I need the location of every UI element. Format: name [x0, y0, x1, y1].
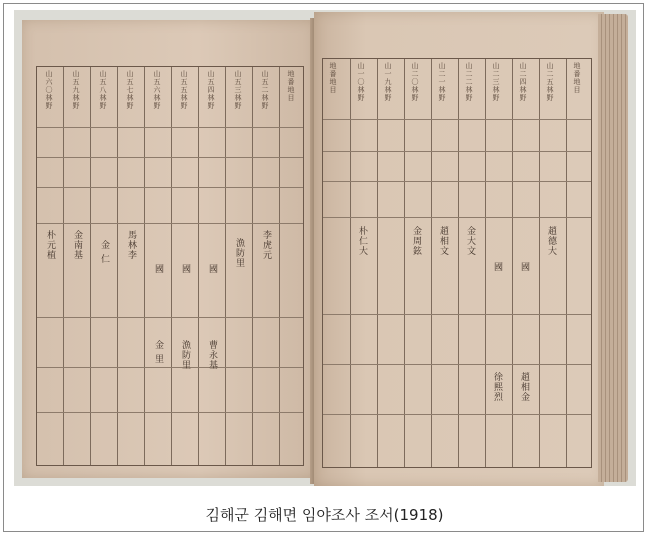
- left-header-3: 山五八林野: [99, 70, 107, 110]
- document-frame: [3, 3, 644, 532]
- left-seal-3: 國: [207, 264, 217, 274]
- right-seal-1: 國: [492, 262, 502, 272]
- left-header-1: 山六〇林野: [45, 70, 53, 110]
- right-header-10: 地番地目: [573, 62, 581, 94]
- left-note-4: 曹永基: [207, 340, 217, 370]
- right-header-5: 山二一林野: [438, 62, 446, 102]
- left-header-7: 山五四林野: [207, 70, 215, 110]
- left-header-9: 山五二林野: [261, 70, 269, 110]
- right-note-1: 徐熙烈: [492, 372, 502, 402]
- right-ledger-table: [322, 58, 592, 468]
- left-header-2: 山五九林野: [72, 70, 80, 110]
- left-owner-2: 金南基: [72, 230, 82, 260]
- right-owner-4: 趙相文: [438, 226, 448, 256]
- archive-photo: [14, 10, 636, 486]
- right-header-8: 山二四林野: [519, 62, 527, 102]
- right-seal-2: 國: [519, 262, 529, 272]
- left-page: [22, 20, 316, 478]
- left-owner-8: 漁防里: [234, 238, 244, 268]
- left-header-8: 山五三林野: [234, 70, 242, 110]
- right-note-2: 趙相金: [519, 372, 529, 402]
- right-owner-3: 金周鉉: [411, 226, 421, 256]
- page-edges: [598, 14, 628, 482]
- left-note-3: 漁防里: [180, 340, 190, 370]
- left-owner-9: 李虎元: [261, 230, 271, 260]
- left-owner-1: 朴元植: [45, 230, 55, 260]
- right-page: [314, 12, 604, 486]
- image-caption: 김해군 김해면 임야조사 조서(1918): [205, 506, 444, 524]
- left-owner-4: 金 仁: [99, 240, 109, 264]
- right-header-7: 山二三林野: [492, 62, 500, 102]
- left-ledger-table: [36, 66, 304, 466]
- left-header-4: 山五七林野: [126, 70, 134, 110]
- left-header-5: 山五六林野: [153, 70, 161, 110]
- left-seal-2: 國: [180, 264, 190, 274]
- left-owner-3: 馬林李: [126, 230, 136, 260]
- right-header-4: 山二〇林野: [411, 62, 419, 102]
- left-note-2: 金 里: [153, 340, 163, 364]
- right-header-3: 山一九林野: [384, 62, 392, 102]
- right-header-2: 山一〇林野: [357, 62, 365, 102]
- right-header-9: 山二五林野: [546, 62, 554, 102]
- left-header-10: 地番地目: [287, 70, 295, 102]
- right-owner-2: 金大文: [465, 226, 475, 256]
- right-header-6: 山二二林野: [465, 62, 473, 102]
- left-seal-1: 國: [153, 264, 163, 274]
- right-owner-7: 趙德大: [546, 226, 556, 256]
- right-owner-1: 朴仁大: [357, 226, 367, 256]
- left-header-6: 山五五林野: [180, 70, 188, 110]
- right-header-1: 地番地目: [329, 62, 337, 94]
